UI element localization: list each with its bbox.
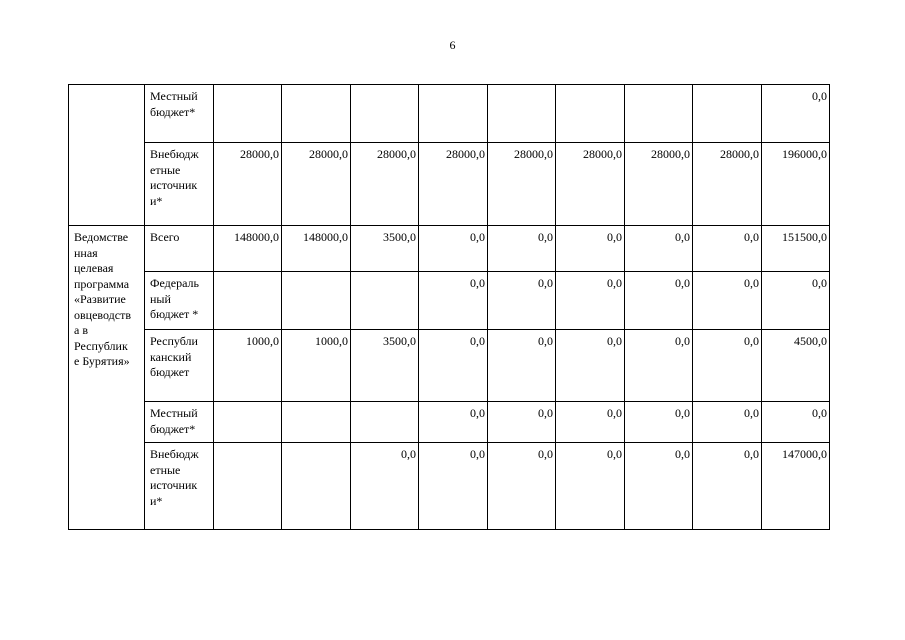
- total-value-cell: 151500,0: [762, 226, 830, 272]
- funding-source-cell: Местный бюджет*: [145, 402, 214, 443]
- value-cell: 28000,0: [351, 143, 419, 226]
- funding-source-cell: Внебюдж етные источник и*: [145, 443, 214, 530]
- value-cell: 28000,0: [625, 143, 693, 226]
- value-cell: [214, 402, 282, 443]
- value-cell: 0,0: [488, 402, 556, 443]
- value-cell: 0,0: [693, 226, 762, 272]
- value-cell: 28000,0: [214, 143, 282, 226]
- funding-source-cell: Федераль ный бюджет *: [145, 272, 214, 330]
- value-cell: 28000,0: [282, 143, 351, 226]
- value-cell: [625, 85, 693, 143]
- table-row: [69, 143, 830, 226]
- value-cell: 0,0: [419, 402, 488, 443]
- value-cell: [693, 85, 762, 143]
- value-cell: 0,0: [693, 330, 762, 402]
- value-cell: 0,0: [556, 272, 625, 330]
- value-cell: 0,0: [556, 226, 625, 272]
- value-cell: 28000,0: [419, 143, 488, 226]
- value-cell: 28000,0: [693, 143, 762, 226]
- value-cell: [419, 85, 488, 143]
- value-cell: [351, 85, 419, 143]
- total-value-cell: 147000,0: [762, 443, 830, 530]
- funding-source-cell: Всего: [145, 226, 214, 272]
- value-cell: [282, 85, 351, 143]
- total-value-cell: 0,0: [762, 402, 830, 443]
- value-cell: [282, 443, 351, 530]
- value-cell: [488, 85, 556, 143]
- total-value-cell: 196000,0: [762, 143, 830, 226]
- value-cell: 0,0: [556, 330, 625, 402]
- value-cell: 0,0: [625, 330, 693, 402]
- table-row: [69, 330, 830, 402]
- value-cell: 0,0: [419, 330, 488, 402]
- value-cell: 0,0: [419, 272, 488, 330]
- value-cell: 28000,0: [556, 143, 625, 226]
- program-name-cell: Ведомстве нная целевая программа «Развитие овцеводств а в Республик е Бурятия»: [69, 226, 145, 530]
- value-cell: 28000,0: [488, 143, 556, 226]
- value-cell: [214, 443, 282, 530]
- value-cell: 0,0: [488, 226, 556, 272]
- page-number: 6: [449, 38, 456, 52]
- funding-source-cell: Республи канский бюджет: [145, 330, 214, 402]
- funding-source-cell: Местный бюджет*: [145, 85, 214, 143]
- value-cell: 0,0: [693, 272, 762, 330]
- value-cell: 0,0: [488, 443, 556, 530]
- program-name-cell: [69, 85, 145, 226]
- value-cell: 0,0: [625, 402, 693, 443]
- table-row: [69, 402, 830, 443]
- value-cell: 0,0: [625, 272, 693, 330]
- value-cell: 0,0: [488, 272, 556, 330]
- value-cell: [282, 402, 351, 443]
- funding-source-cell: Внебюдж етные источник и*: [145, 143, 214, 226]
- total-value-cell: 4500,0: [762, 330, 830, 402]
- value-cell: 0,0: [488, 330, 556, 402]
- value-cell: 0,0: [351, 443, 419, 530]
- value-cell: 0,0: [419, 226, 488, 272]
- value-cell: 148000,0: [214, 226, 282, 272]
- value-cell: 0,0: [693, 443, 762, 530]
- value-cell: 0,0: [625, 226, 693, 272]
- value-cell: 0,0: [556, 443, 625, 530]
- value-cell: 3500,0: [351, 226, 419, 272]
- value-cell: 0,0: [419, 443, 488, 530]
- value-cell: 1000,0: [214, 330, 282, 402]
- total-value-cell: 0,0: [762, 85, 830, 143]
- value-cell: [351, 272, 419, 330]
- value-cell: 148000,0: [282, 226, 351, 272]
- total-value-cell: 0,0: [762, 272, 830, 330]
- value-cell: [351, 402, 419, 443]
- value-cell: 1000,0: [282, 330, 351, 402]
- value-cell: 0,0: [693, 402, 762, 443]
- table-row: [69, 443, 830, 530]
- value-cell: [214, 272, 282, 330]
- value-cell: 3500,0: [351, 330, 419, 402]
- value-cell: [282, 272, 351, 330]
- value-cell: [556, 85, 625, 143]
- table-row: [69, 226, 830, 272]
- budget-table: [68, 84, 830, 530]
- value-cell: 0,0: [556, 402, 625, 443]
- table-row: [69, 272, 830, 330]
- table-row: [69, 85, 830, 143]
- value-cell: 0,0: [625, 443, 693, 530]
- value-cell: [214, 85, 282, 143]
- table-body: [69, 85, 830, 530]
